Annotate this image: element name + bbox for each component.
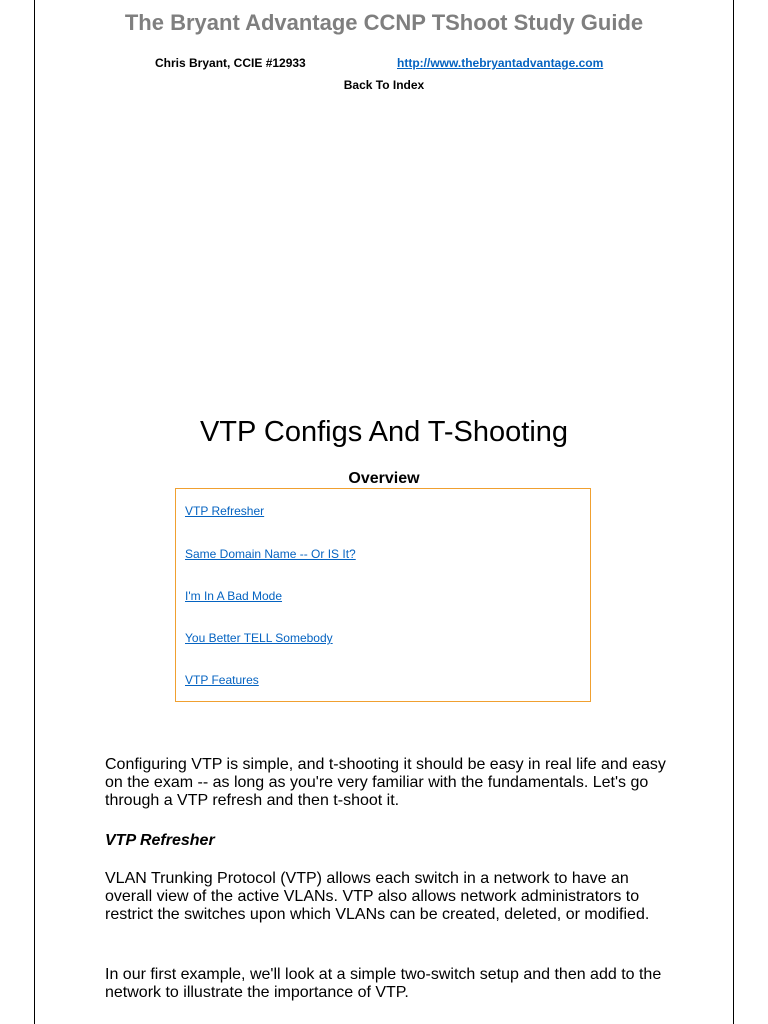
toc-link-same-domain-name[interactable]: Same Domain Name -- Or IS It? bbox=[185, 547, 356, 561]
toc-link-tell-somebody[interactable]: You Better TELL Somebody bbox=[185, 631, 333, 645]
section-heading-vtp-refresher: VTP Refresher bbox=[105, 832, 215, 849]
chapter-title: VTP Configs And T-Shooting bbox=[199, 416, 569, 448]
overview-heading: Overview bbox=[348, 470, 420, 487]
refresher-paragraph-1: VLAN Trunking Protocol (VTP) allows each switch in a network to have an overall view of the active VLANs. VTP also allows network administrators to restrict the switches upon which VLANs can be created, deleted, or modified. bbox=[105, 870, 650, 923]
page-border-right bbox=[733, 0, 734, 1024]
author-credit: Chris Bryant, CCIE #12933 bbox=[155, 56, 306, 70]
back-to-index-link[interactable]: Back To Index bbox=[343, 78, 425, 92]
guide-title: The Bryant Advantage CCNP TShoot Study Guide bbox=[124, 10, 644, 35]
overview-toc-box bbox=[175, 488, 591, 702]
page-border-left bbox=[34, 0, 35, 1024]
intro-paragraph: Configuring VTP is simple, and t-shooting it should be easy in real life and easy on the exam -- as long as you're very familiar with the fundamentals. Let's go through a VTP refresh and then t-shoot it. bbox=[105, 756, 666, 809]
toc-link-bad-mode[interactable]: I'm In A Bad Mode bbox=[185, 589, 283, 603]
toc-link-vtp-features[interactable]: VTP Features bbox=[185, 673, 259, 687]
toc-link-vtp-refresher[interactable]: VTP Refresher bbox=[185, 504, 265, 518]
refresher-paragraph-2: In our first example, we'll look at a simple two-switch setup and then add to the network to illustrate the importance of VTP. bbox=[105, 966, 662, 1001]
website-link[interactable]: http://www.thebryantadvantage.com bbox=[397, 56, 604, 70]
